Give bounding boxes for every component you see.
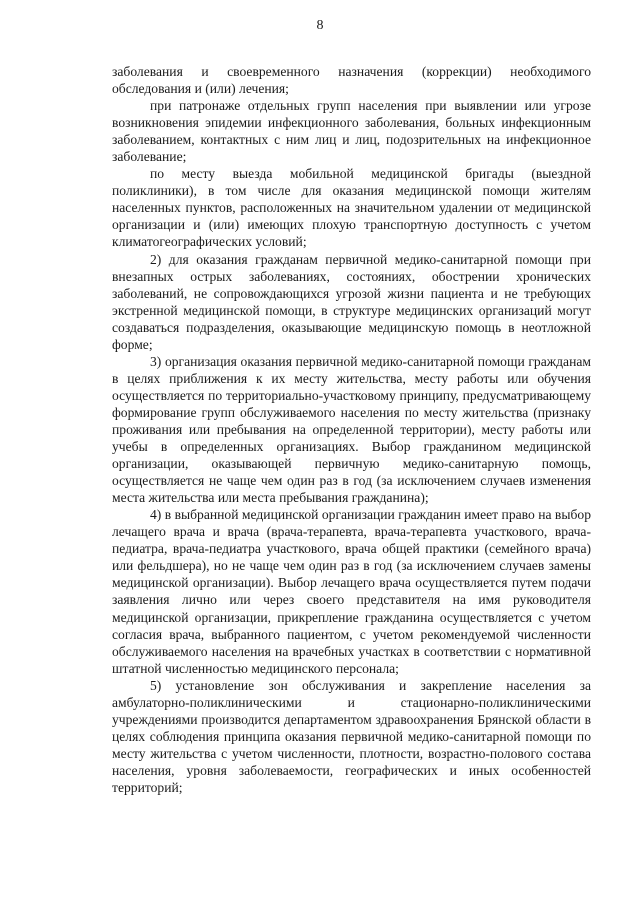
paragraph-item-3: 3) организация оказания первичной медико-санитарной помощи гражданам в целях приближения к их месту жительства, месту работы или обучения осуществляется по территориально-участковому принципу, предусматривающему формирование групп обслуживаемого населения по месту жительства (признаку проживания или пребывания на определенной территории), месту работы или учебы в определенных организациях. Выбор гражданином медицинской организации, оказывающей первичную медико-санитарную помощь, осуществляется не чаще чем один раз в год (за исключением случаев изменения места жительства или места пребывания гражданина);: [112, 353, 591, 506]
paragraph-item-4: 4) в выбранной медицинской организации гражданин имеет право на выбор лечащего врача и врача (врача-терапевта, врача-терапевта участкового, врача-педиатра, врача-педиатра участкового, врача общей практики (семейного врача) или фельдшера), но не чаще чем один раз в год (за исключением случаев замены медицинской организации). Выбор лечащего врача осуществляется путем подачи заявления лично или через своего представителя на имя руководителя медицинской организации, прикрепление гражданина осуществляется с учетом согласия врача, выбранного пациентом, с учетом рекомендуемой численности обслуживаемого населения на врачебных участках в соответствии с нормативной штатной численностью медицинского персонала;: [112, 507, 591, 676]
document-body: [112, 63, 591, 796]
paragraph-mobile-brigade: по месту выезда мобильной медицинской бригады (выездной поликлиники), в том числе для оказания медицинской помощи жителям населенных пунктов, расположенных на значительном удалении от медицинской организации и (или) имеющих плохую транспортную доступность с учетом климатогеографических условий;: [112, 166, 591, 250]
paragraph-patronage: при патронаже отдельных групп населения при выявлении или угрозе возникновения эпидемии инфекционного заболевания, больных инфекционным заболеванием, контактных с ним лиц и лиц, подозрительных на инфекционное заболевание;: [112, 98, 591, 165]
paragraph-item-5: 5) установление зон обслуживания и закрепление населения за амбулаторно-поликлиническими и стационарно-поликлиническими учреждениями производится департаментом здравоохранения Брянской области в целях соблюдения принципа оказания первичной медико-санитарной помощи по месту жительства с учетом численности, плотности, возрастно-полового состава населения, уровня заболеваемости, географических и иных особенностей территорий;: [112, 677, 591, 795]
page-number: 8: [316, 18, 324, 33]
paragraph-continued: заболевания и своевременного назначения (коррекции) необходимого обследования и (или) лечения;: [112, 64, 591, 97]
paragraph-item-2: 2) для оказания гражданам первичной медико-санитарной помощи при внезапных острых заболеваниях, состояниях, обострении хронических заболеваний, не сопровождающихся угрозой жизни пациента и не требующих экстренной медицинской помощи, в структуре медицинских организаций могут создаваться подразделения, оказывающие медицинскую помощь в неотложной форме;: [112, 251, 591, 352]
